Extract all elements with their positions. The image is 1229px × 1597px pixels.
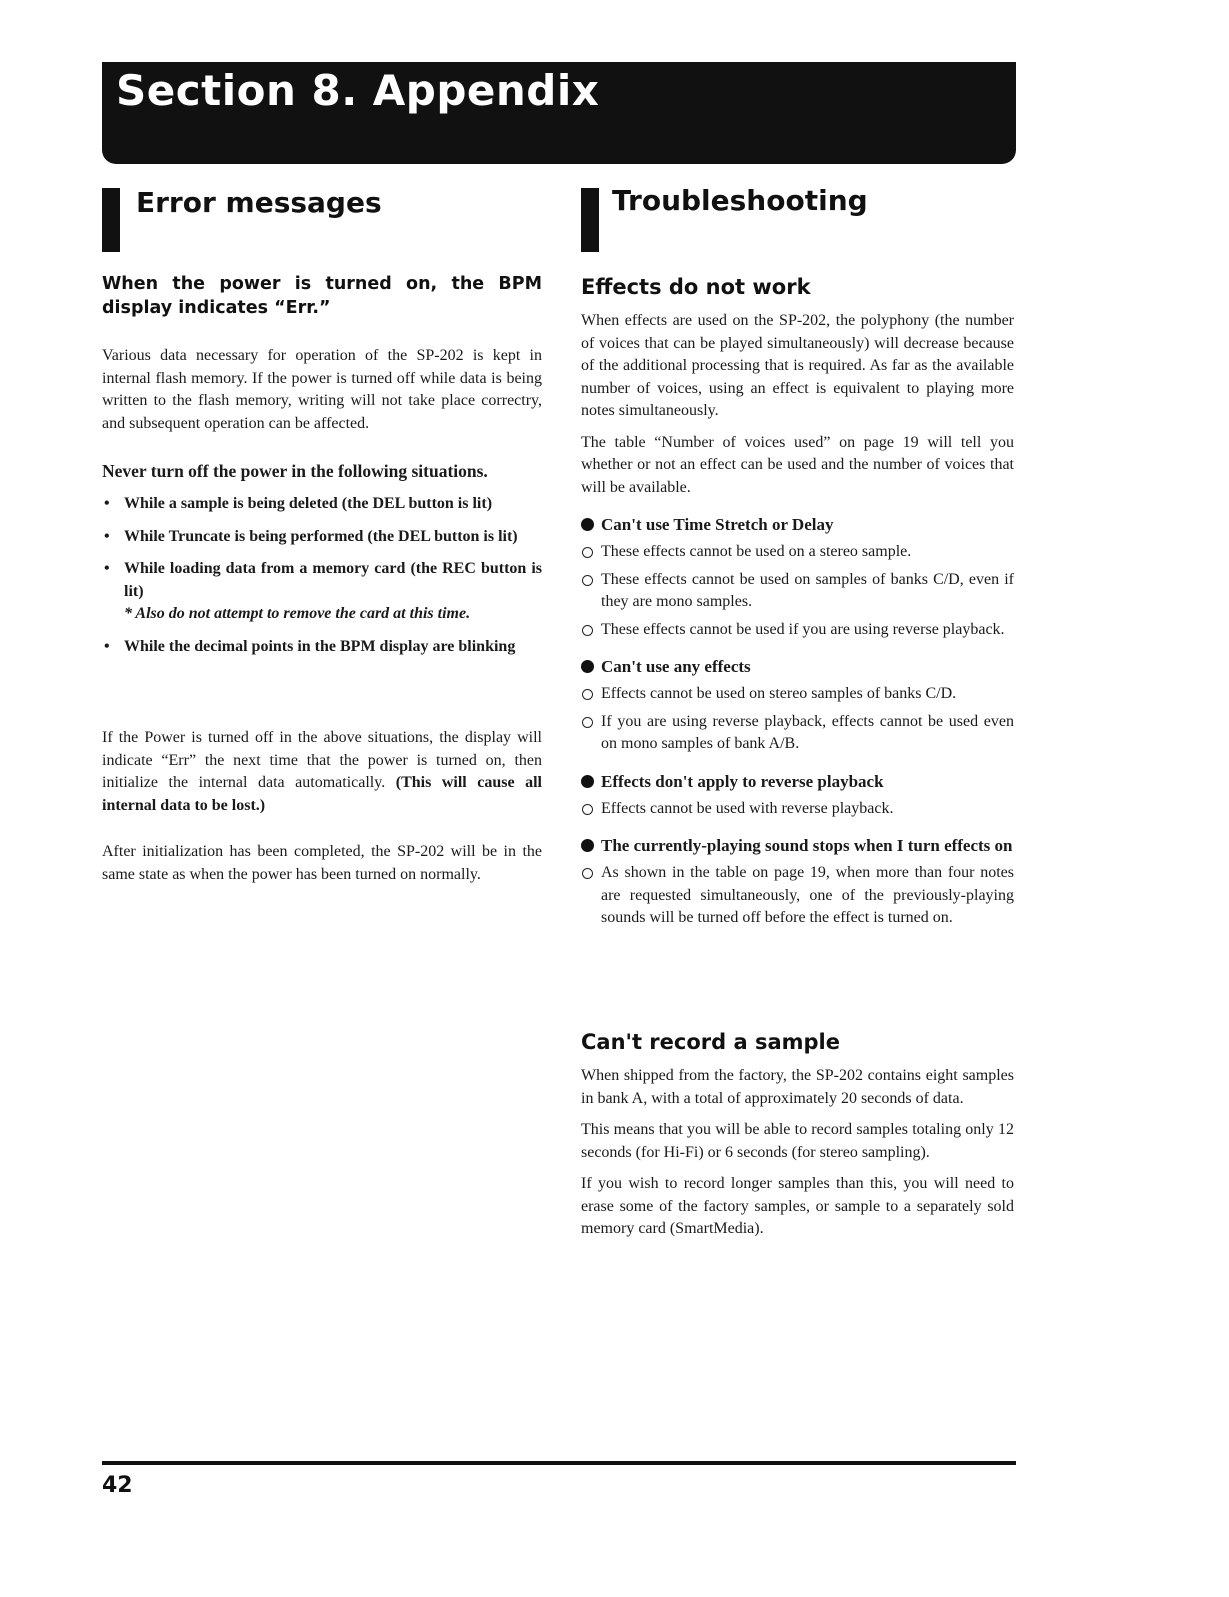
never-heading: Never turn off the power in the following situations.	[102, 461, 488, 481]
situation-item: • While a sample is being deleted (the DEL button is lit)	[104, 495, 493, 512]
case-title: Can't use any effects	[581, 655, 1014, 678]
err-intro-block	[102, 345, 542, 435]
card-note: * Also do not attempt to remove the card at this time.	[124, 605, 471, 622]
case-item: These effects cannot be used on samples of banks C/D, even if they are mono samples.	[581, 569, 1014, 614]
case-title: Can't use Time Stretch or Delay	[581, 513, 1014, 536]
case-item: As shown in the table on page 19, when more than four notes are requested simultaneously, one of the previously-playing sounds will be turned off before the effect is turned on.	[581, 862, 1014, 930]
situation-item: • While Truncate is being performed (the DEL button is lit)	[104, 527, 518, 545]
circle-bullet-icon	[582, 625, 593, 636]
case-items	[581, 541, 1014, 641]
heading-bar	[581, 188, 599, 252]
after-block	[102, 841, 542, 886]
bullet-dot-icon	[581, 518, 594, 531]
circle-bullet-icon	[582, 547, 593, 558]
effects-title: Effects do not work	[581, 275, 811, 299]
case-items	[581, 862, 1014, 930]
err-intro-paragraph: Various data necessary for operation of the SP-202 is kept in internal flash memory. If the power is turned off while data is being written to the flash memory, writing will not take place correctry, and subsequent operation can be affected.	[102, 347, 542, 432]
warning-block	[102, 727, 542, 817]
bullet-dot-icon	[581, 660, 594, 673]
page-number: 42	[102, 1473, 133, 1498]
effects-paragraph-2: The table “Number of voices used” on page 19 will tell you whether or not an effect can be used and the number of voices that will be available.	[581, 433, 1014, 496]
record-paragraph-1: When shipped from the factory, the SP-202 contains eight samples in bank A, with a total of approximately 20 seconds of data.	[581, 1067, 1014, 1107]
err-subheading-block	[102, 272, 542, 320]
record-section	[581, 1027, 1014, 1241]
effects-paragraph-1: When effects are used on the SP-202, the polyphony (the number of voices that can be played simultaneously) will decrease because of the additional processing that is required. As far as the available number of voices, using an effect is equivalent to playing more notes simultaneously.	[581, 312, 1014, 419]
circle-bullet-icon	[582, 868, 593, 879]
case-time-stretch	[581, 513, 1014, 641]
warning-bold: (This will cause all internal data to be lost.)	[102, 774, 543, 814]
case-item: These effects cannot be used if you are using reverse playback.	[581, 619, 1014, 642]
case-item: These effects cannot be used on a stereo sample.	[581, 541, 1014, 564]
case-item: Effects cannot be used on stereo samples of banks C/D.	[581, 683, 1014, 706]
situation-item: • While the decimal points in the BPM display are blinking	[104, 637, 516, 655]
record-paragraph-3: If you wish to record longer samples than this, you will need to erase some of the factory samples, or sample to a separately sold memory card (SmartMedia).	[581, 1175, 1014, 1237]
situation-item: • While loading data from a memory card (the REC button is lit) * Also do not attempt to remove the card at this time.	[102, 558, 542, 626]
heading-bar	[102, 188, 120, 252]
record-paragraph-2: This means that you will be able to record samples totaling only 12 seconds (for Hi-Fi) or 6 seconds (for stereo sampling).	[581, 1121, 1014, 1161]
heading-text: Troubleshooting	[612, 184, 868, 217]
bullet-dot-icon	[581, 839, 594, 852]
circle-bullet-icon	[582, 575, 593, 586]
err-subheading: When the power is turned on, the BPM display indicates “Err.”	[102, 274, 542, 318]
warning-paragraph: If the Power is turned off in the above situations, the display will indicate “Err” the next time that the power is turned on, then initialize the internal data automatically. (This will cause all internal data to be lost.)	[102, 729, 543, 814]
circle-bullet-icon	[582, 717, 593, 728]
case-item: If you are using reverse playback, effects cannot be used even on mono samples of bank A/B.	[581, 711, 1014, 756]
case-sound-stops	[581, 834, 1014, 930]
record-title: Can't record a sample	[581, 1030, 840, 1054]
bullet-dot-icon	[581, 775, 594, 788]
case-any-effects	[581, 655, 1014, 756]
case-title: The currently-playing sound stops when I turn effects on	[581, 834, 1014, 857]
case-items	[581, 683, 1014, 756]
never-block	[102, 459, 542, 668]
section-banner	[102, 62, 1016, 164]
footer-rule	[102, 1461, 1016, 1465]
case-items	[581, 798, 1014, 821]
after-paragraph: After initialization has been completed, the SP-202 will be in the same state as when the power has been turned on normally.	[102, 843, 542, 883]
case-title: Effects don't apply to reverse playback	[581, 770, 1014, 793]
case-item: Effects cannot be used with reverse playback.	[581, 798, 1014, 821]
situation-list	[102, 493, 542, 658]
heading-text: Error messages	[136, 186, 382, 219]
case-reverse	[581, 770, 1014, 821]
section-title: Section 8. Appendix	[116, 66, 600, 115]
effects-section	[581, 272, 1014, 930]
circle-bullet-icon	[582, 804, 593, 815]
circle-bullet-icon	[582, 689, 593, 700]
